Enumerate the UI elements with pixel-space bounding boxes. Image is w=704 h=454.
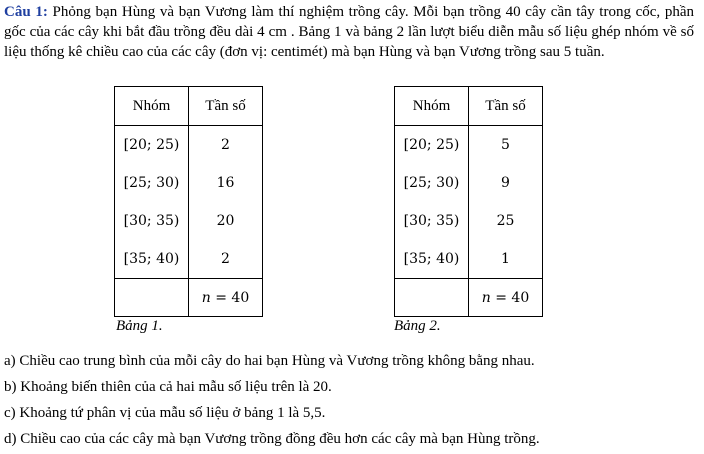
statement-a: a) Chiều cao trung bình của mỗi cây do hai bạn Hùng và Vương trồng không bằng nhau. (4, 353, 535, 369)
group-cell: [25; 30) (115, 164, 189, 202)
group-cell: [30; 35) (395, 202, 469, 240)
group-cell: [20; 25) (395, 126, 469, 165)
empty-cell (115, 279, 189, 317)
frequency-cell: 9 (469, 164, 543, 202)
question-text (4, 2, 694, 62)
question-label: Câu 1: (4, 4, 48, 20)
frequency-cell: 16 (189, 164, 263, 202)
frequency-cell: 20 (189, 202, 263, 240)
empty-cell (395, 279, 469, 317)
group-cell: [35; 40) (395, 240, 469, 279)
table-2-caption: Bảng 2. (394, 318, 441, 334)
frequency-cell: 2 (189, 126, 263, 165)
frequency-cell: 25 (469, 202, 543, 240)
group-cell: [30; 35) (115, 202, 189, 240)
header-frequency: Tần số (469, 87, 543, 126)
statement-c: c) Khoảng tứ phân vị của mẫu số liệu ở bảng 1 là 5,5. (4, 405, 326, 421)
group-cell: [25; 30) (395, 164, 469, 202)
question-body: Phỏng bạn Hùng và bạn Vương làm thí nghiệm trồng cây. Mỗi bạn trồng 40 cây cần tây trong cốc, phần gốc của các cây khi bắt đầu trồng đều dài 4 cm . Bảng 1 và bảng 2 lần lượt biểu diễn mẫu số liệu ghép nhóm về số liệu thống kê chiều cao của các cây (đơn vị: centimét) mà bạn Hùng và bạn Vương trồng sau 5 tuần. (4, 4, 695, 60)
statement-b: b) Khoảng biến thiên của cả hai mẫu số liệu trên là 20. (4, 379, 332, 395)
statement-d: d) Chiều cao của các cây mà bạn Vương trồng đồng đều hơn các cây mà bạn Hùng trồng. (4, 431, 540, 447)
header-group: Nhóm (115, 87, 189, 126)
frequency-cell: 5 (469, 126, 543, 165)
total-cell: n = 40 (189, 279, 263, 317)
table-1 (114, 86, 263, 317)
total-cell: n = 40 (469, 279, 543, 317)
frequency-cell: 1 (469, 240, 543, 279)
header-frequency: Tần số (189, 87, 263, 126)
group-cell: [35; 40) (115, 240, 189, 279)
frequency-cell: 2 (189, 240, 263, 279)
group-cell: [20; 25) (115, 126, 189, 165)
header-group: Nhóm (395, 87, 469, 126)
table-1-caption: Bảng 1. (116, 318, 163, 334)
table-2 (394, 86, 543, 317)
